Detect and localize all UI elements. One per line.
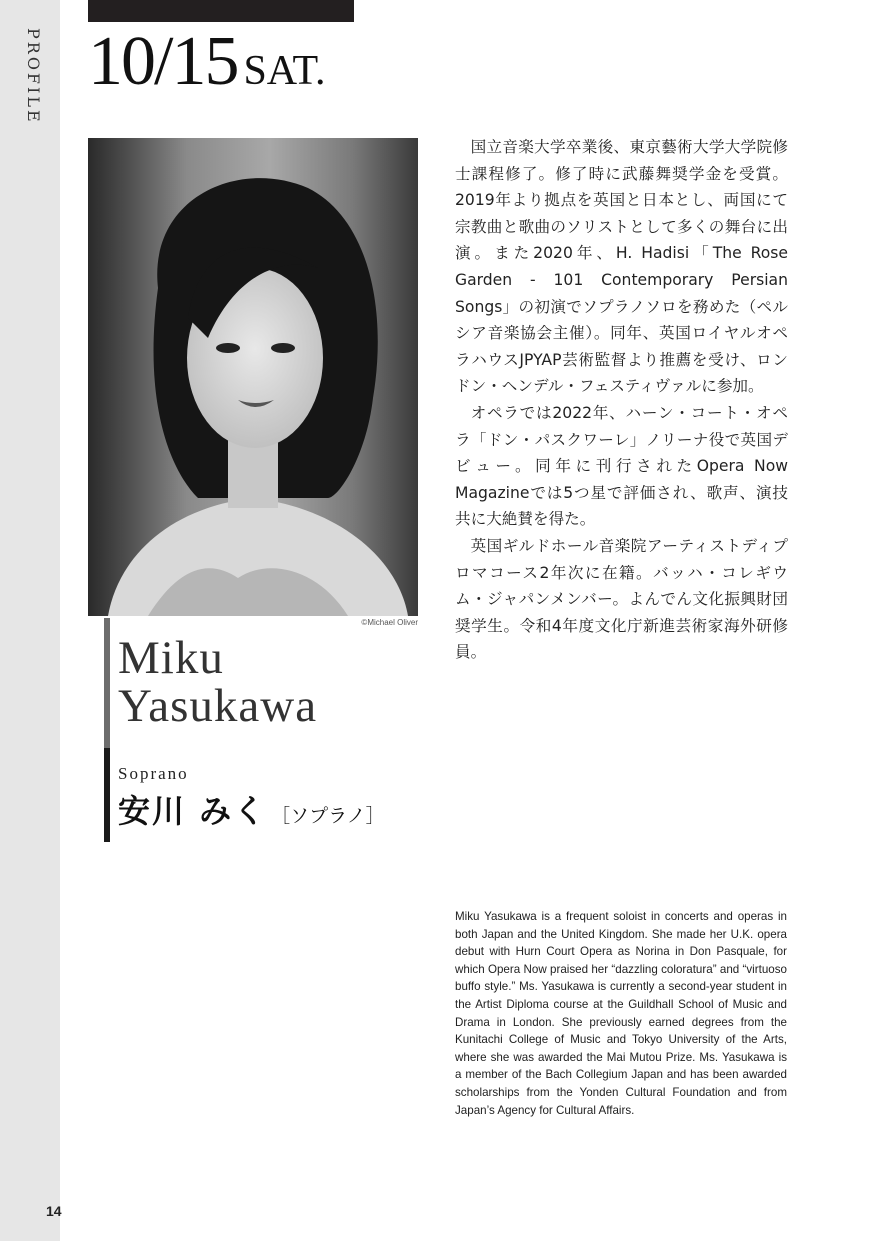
- date-heading: [88, 22, 326, 102]
- photo-credit: ©Michael Oliver: [361, 618, 418, 627]
- performer-name-jp: 安川 みく: [118, 792, 268, 830]
- name-en-first: Miku: [118, 632, 224, 684]
- biography-jp: [455, 134, 788, 666]
- performer-name-en: [118, 634, 317, 730]
- date-day: SAT.: [243, 48, 326, 94]
- name-accent-bar-black: [104, 748, 110, 842]
- side-strip: [0, 0, 60, 1241]
- bio-jp-paragraph: オペラでは2022年、ハーン・コート・オペラ「ドン・パスクワーレ」ノリーナ役で英国デビュー。同年に刊行されたOpera Now Magazineでは5つ星で評価され、歌声、演技共に大絶賛を得た。: [455, 403, 788, 529]
- portrait-illustration: [88, 138, 418, 616]
- performer-photo: [88, 138, 418, 616]
- performer-name-jp-block: [118, 786, 385, 832]
- section-label: PROFILE: [24, 28, 43, 125]
- bio-jp-paragraph: 国立音楽大学卒業後、東京藝術大学大学院修士課程修了。修了時に武藤舞奨学金を受賞。2019年より拠点を英国と日本とし、両国にて宗教曲と歌曲のソリストとして多くの舞台に出演。また2020年、H. Hadisi「The Rose Garden - 101 Contemporary Persian Songs」の初演でソプラノソロを務めた（ペルシア音楽協会主催）。同年、英国ロイヤルオペラハウスJPYAP芸術監督より推薦を受け、ロンドン・ヘンデル・フェスティヴァルに参加。: [455, 138, 788, 396]
- bio-jp-paragraph: 英国ギルドホール音楽院アーティストディプロマコース2年次に在籍。バッハ・コレギウム・ジャパンメンバー。よんでん文化振興財団奨学生。令和4年度文化庁新進芸術家海外研修員。: [455, 536, 788, 662]
- date-number: 10/15: [88, 23, 238, 100]
- page-number: 14: [46, 1203, 62, 1219]
- name-accent-bar-grey: [104, 618, 110, 748]
- performer-role-jp: ［ソプラノ］: [271, 805, 385, 827]
- name-en-last: Yasukawa: [118, 680, 318, 732]
- biography-en: Miku Yasukawa is a frequent soloist in concerts and operas in both Japan and the United Kingdom. She made her U.K. opera debut with Hurn Court Opera as Norina in Don Pasquale, for which Opera Now praised her “dazzling coloratura” and “virtuoso buffo style.” Ms. Yasukawa is currently a second-year student in the Artist Diploma course at the Guildhall School of Music and Drama in London. She previously earned degrees from the Kunitachi College of Music and Tokyo University of the Arts, where she was awarded the Mai Mutou Prize. Ms. Yasukawa is a member of the Bach Collegium Japan and has been awarded scholarships from the Yonden Cultural Foundation and from Japan’s Agency for Cultural Affairs.: [455, 910, 787, 1117]
- performer-role-en: Soprano: [118, 764, 189, 783]
- header-bar: [88, 0, 354, 22]
